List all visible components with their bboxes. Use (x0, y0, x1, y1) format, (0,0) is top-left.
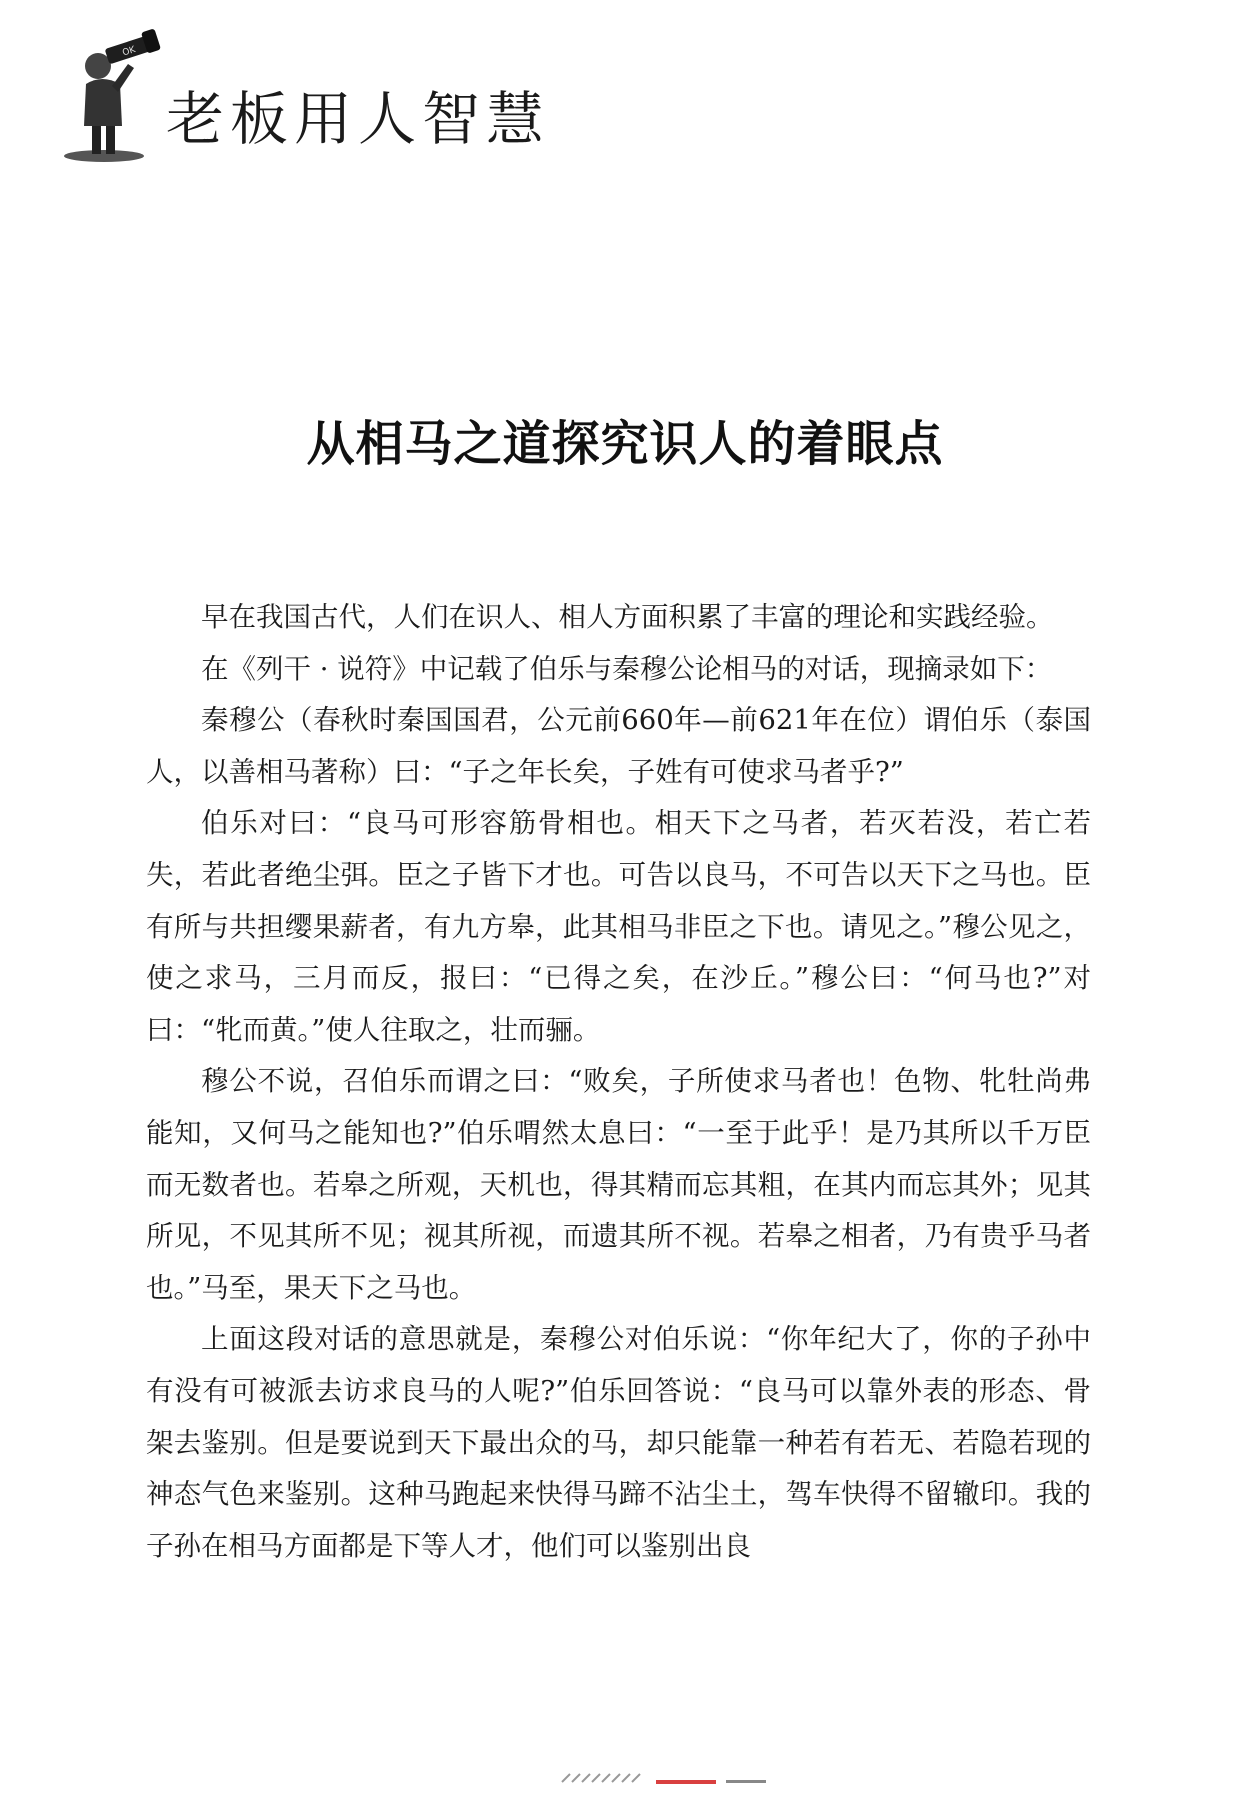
paragraph: 早在我国古代，人们在识人、相人方面积累了丰富的理论和实践经验。 (201, 601, 1054, 633)
page-header (62, 24, 622, 164)
svg-text:OK: OK (121, 44, 137, 59)
chapter-title: 从相马之道探究识人的着眼点 (306, 416, 944, 472)
page-number-ornament-icon (560, 1770, 800, 1786)
paragraph: 上面这段对话的意思就是，秦穆公对伯乐说：“你年纪大了，你的子孙中有没有可被派去访求良马的人呢?”伯乐回答说：“良马可以靠外表的形态、骨架去鉴别。但是要说到天下最出众的马，却只能靠一种若有若无、若隐若现的神态气色来鉴别。这种马跑起来快得马蹄不沾尘土，驾车快得不留辙印。我的子孙在相马方面都是下等人才，他们可以鉴别出良 (146, 1323, 1091, 1562)
body-text (146, 592, 1091, 1572)
paragraph: 伯乐对曰：“良马可形容筋骨相也。相天下之马者，若灭若没，若亡若失，若此者绝尘弭。臣之子皆下才也。可告以良马，不可告以天下之马也。臣有所与共担缨果薪者，有九方皋，此其相马非臣之下也。请见之。”穆公见之，使之求马，三月而反，报曰：“已得之矣，在沙丘。”穆公曰：“何马也?”对曰：“牝而黄。”使人往取之，壮而骊。 (146, 807, 1091, 1046)
paragraph: 在《列干 · 说符》中记载了伯乐与秦穆公论相马的对话，现摘录如下： (201, 652, 1053, 685)
paragraph: 秦穆公（春秋时秦国国君，公元前660年—前621年在位）谓伯乐（泰国人，以善相马著称）曰：“子之年长矣，子姓有可使求马者乎?” (146, 704, 1091, 788)
book-title: 老板用人智慧 (166, 85, 551, 153)
paragraph: 穆公不说，召伯乐而谓之曰：“败矣，子所使求马者也！色物、牝牡尚弗能知，又何马之能知也?”伯乐喟然太息曰：“一至于此乎！是乃其所以千万臣而无数者也。若皋之所观，天机也，得其精而忘其粗，在其内而忘其外；见其所见，不见其所不见；视其所视，而遗其所不视。若皋之相者，乃有贵乎马者也。”马至，果天下之马也。 (146, 1065, 1091, 1304)
figure-with-telescope-icon (62, 24, 162, 164)
